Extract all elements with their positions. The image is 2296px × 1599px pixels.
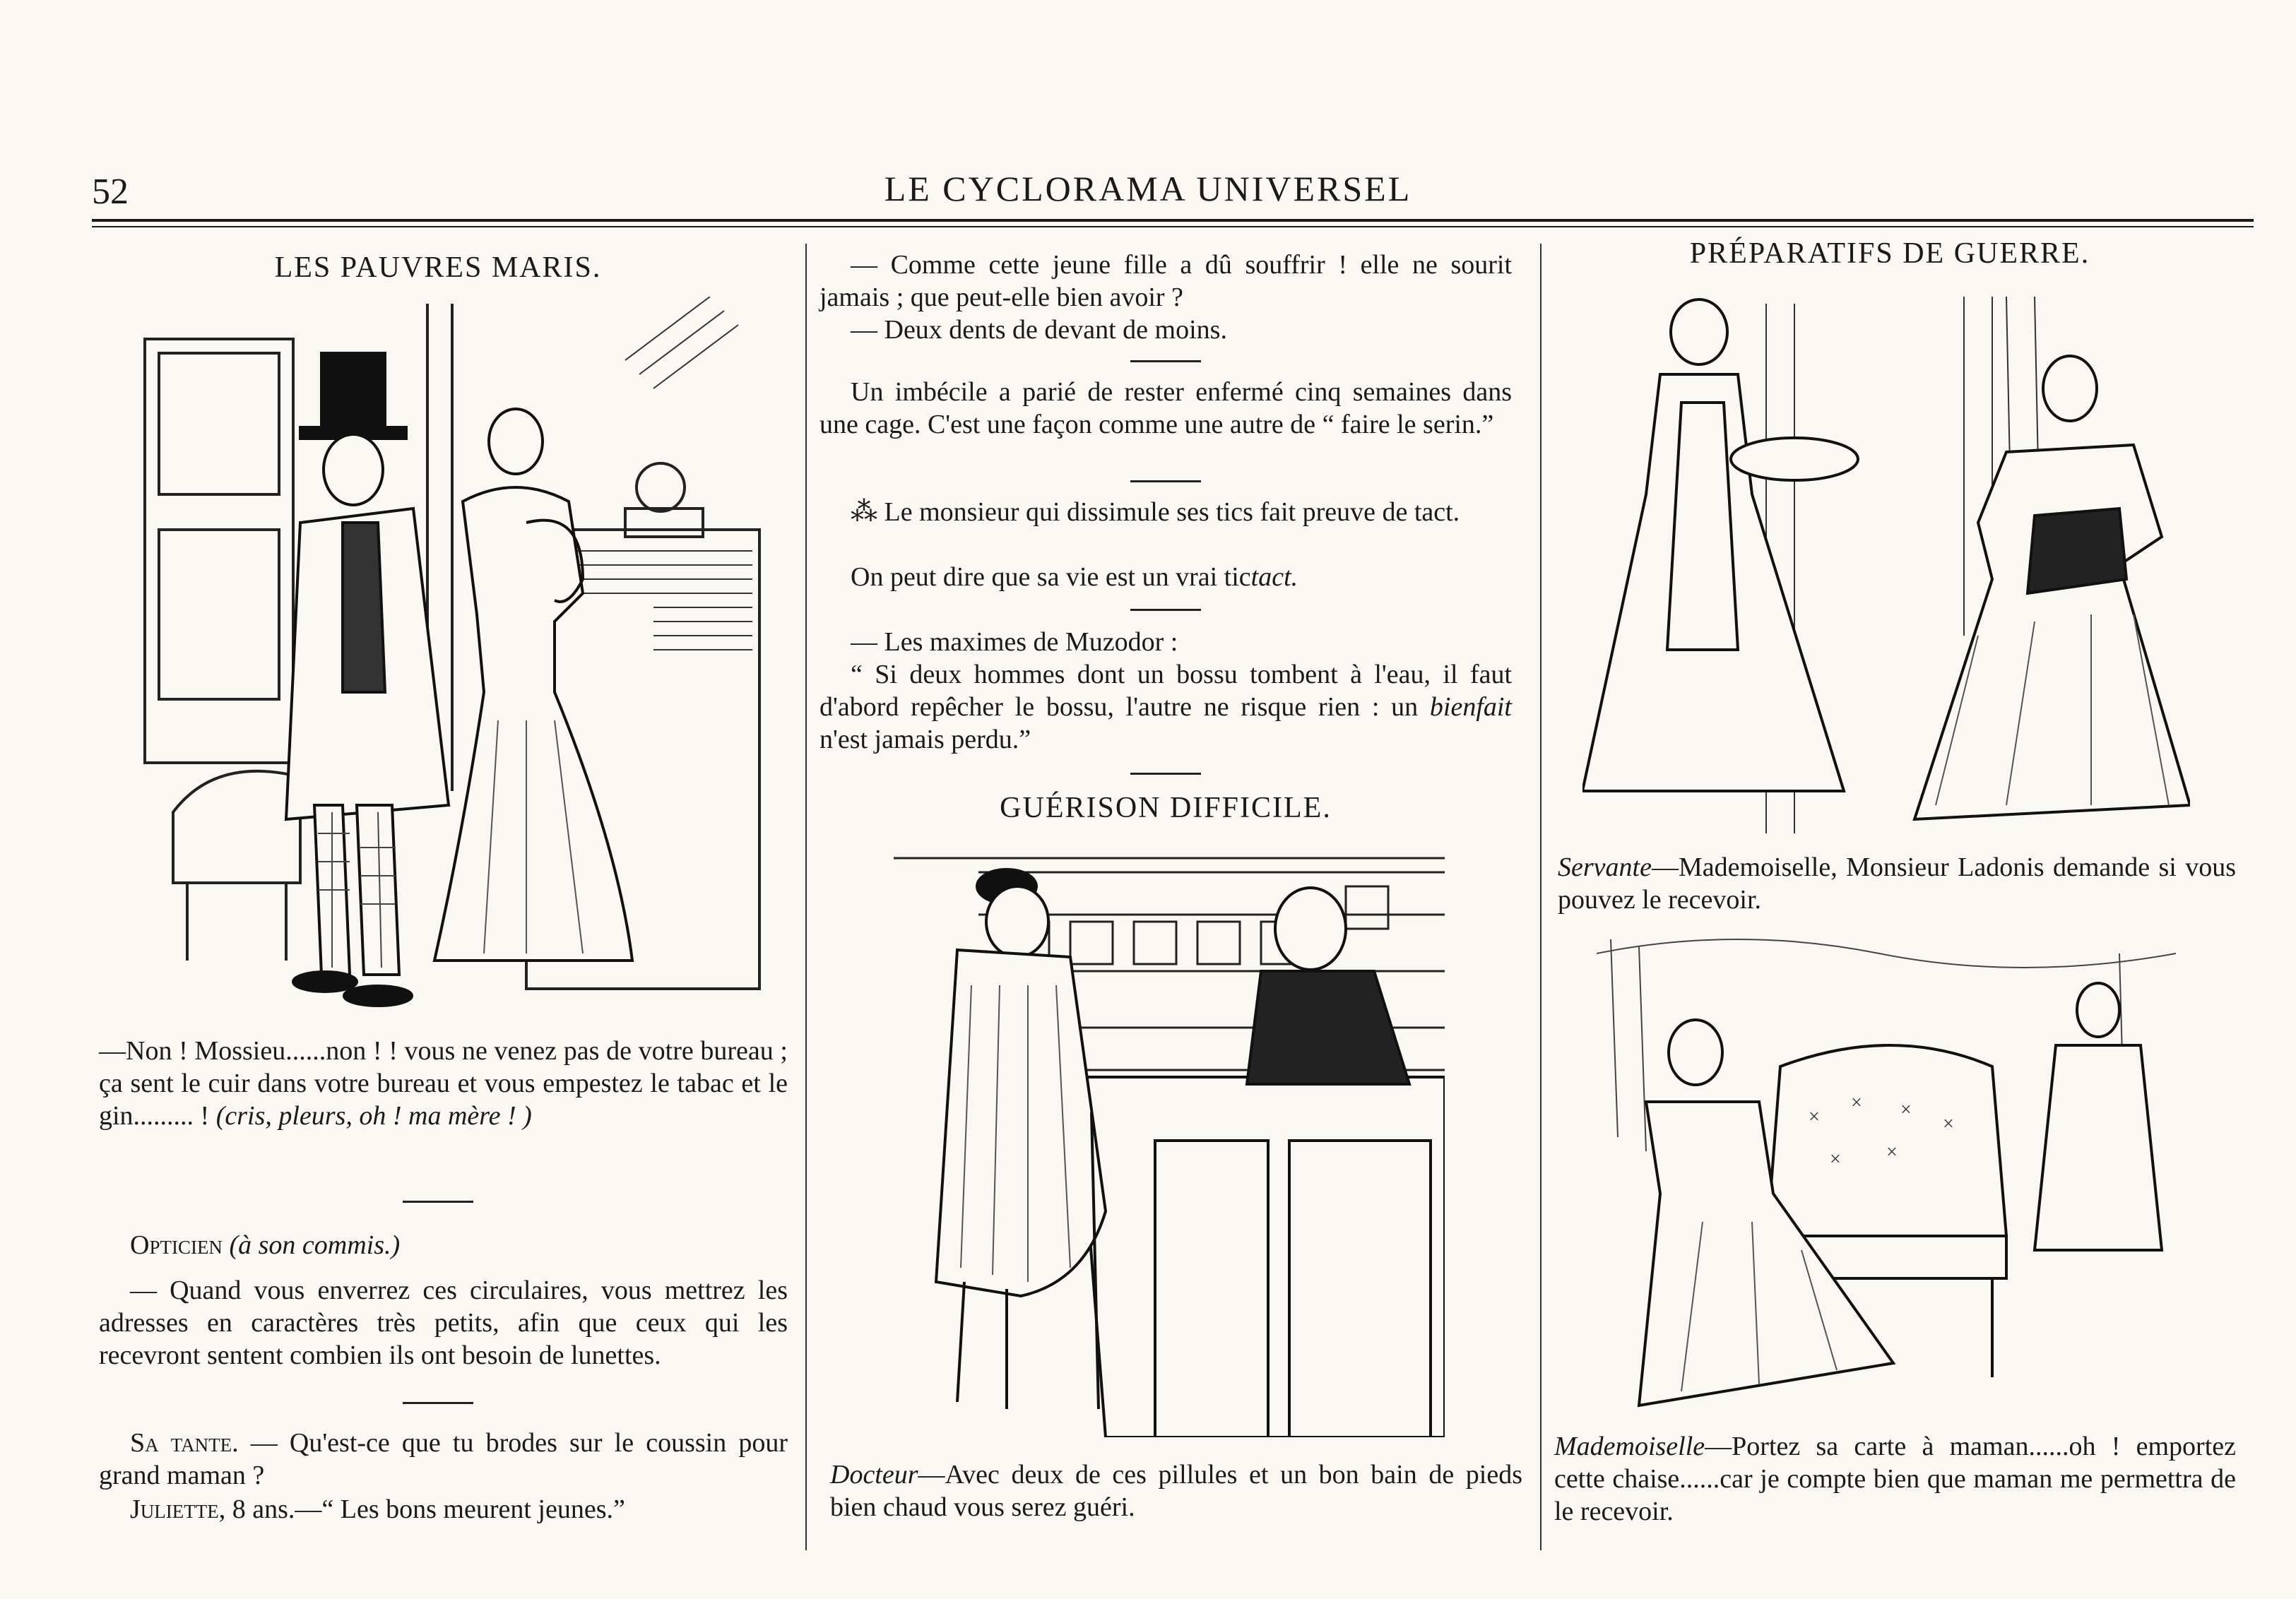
separator (403, 1201, 473, 1203)
caption-guerison-text: —Avec deux de ces pillules et un bon bain de pieds bien chaud vous serez guéri. (830, 1460, 1522, 1522)
joke-tics-text: Le monsieur qui dissimule ses tics fait preuve de tact. (877, 497, 1460, 527)
juliette-label: Juliette (130, 1494, 219, 1524)
maximes-text (819, 658, 1512, 756)
separator (403, 1402, 473, 1404)
caption-mademoiselle-speaker: Mademoiselle (1554, 1432, 1705, 1461)
heading-les-pauvres-maris: LES PAUVRES MARIS. (274, 251, 602, 284)
maximes-text-a: “ Si deux hommes dont un bossu tombent à l'eau, il faut d'abord repêcher le bossu, l'autre ne risque rien : un (819, 660, 1512, 722)
column-separator-1 (805, 244, 807, 1550)
juliette-reply (99, 1493, 788, 1526)
joke-tics-punchline-italic: tact. (1250, 562, 1298, 592)
svg-text:×: × (1830, 1148, 1841, 1170)
maximes-italic: bienfait (1429, 692, 1512, 722)
svg-text:×: × (1851, 1092, 1862, 1114)
tante-text: — Qu'est-ce que tu brodes sur le coussin pour grand maman ? (99, 1428, 788, 1490)
caption-guerison-speaker: Docteur (830, 1460, 918, 1490)
caption-pauvres-maris (99, 1035, 788, 1132)
maximes-text-end: n'est jamais perdu.” (819, 725, 1031, 754)
caption-mademoiselle-text: —Portez sa carte à maman......oh ! emportez cette chaise......car je compte bien que maman me permettra de le recevoir. (1554, 1432, 2236, 1526)
separator (1130, 480, 1201, 482)
separator (1130, 773, 1201, 775)
joke-jeune-fille-reply: — Deux dents de devant de moins. (851, 315, 1227, 345)
heading-guerison-difficile: GUÉRISON DIFFICILE. (1000, 792, 1332, 824)
opticien-aside: (à son commis.) (229, 1230, 401, 1260)
opticien-joke: — Quand vous enverrez ces circulaires, vous mettrez les adresses en caractères très petits, afin que ceux qui les recevront sentent combien ils ont besoin de lunettes. (99, 1276, 788, 1370)
illustration-pauvres-maris (131, 297, 767, 1024)
caption-guerison (830, 1458, 1522, 1523)
caption-servante-text: —Mademoiselle, Monsieur Ladonis demande si vous pouvez le recevoir. (1558, 852, 2236, 915)
running-title: LE CYCLORAMA UNIVERSEL (884, 169, 1412, 208)
svg-text:×: × (1809, 1106, 1820, 1128)
opticien-header (99, 1229, 788, 1261)
tante-joke (99, 1427, 788, 1492)
joke-tics (819, 496, 1512, 528)
column-separator-2 (1540, 244, 1541, 1550)
svg-text:×: × (1886, 1141, 1898, 1163)
svg-text:×: × (1943, 1113, 1954, 1135)
asterism: ⁂ (851, 497, 877, 527)
caption-pauvres-maris-text: —Non ! Mossieu......non ! ! vous ne venez pas de votre bureau ; ça sent le cuir dans votre bureau et vous empestez le tabac et le gin......... ! (99, 1036, 788, 1131)
joke-tics-punchline (819, 561, 1512, 593)
separator (1130, 609, 1201, 611)
joke-jeune-fille: — Comme cette jeune fille a dû souffrir ! elle ne sourit jamais ; que peut-elle bien avoir ? (819, 250, 1512, 312)
maximes-intro: — Les maximes de Muzodor : (851, 627, 1178, 657)
joke-imbecile: Un imbécile a parié de rester enfermé cinq semaines dans une cage. C'est une façon comme une autre de “ faire le serin.” (819, 377, 1512, 439)
illustration-servante (1582, 283, 2190, 840)
illustration-mademoiselle (1597, 925, 2176, 1434)
illustration-guerison (894, 844, 1445, 1437)
heading-preparatifs-de-guerre: PRÉPARATIFS DE GUERRE. (1689, 237, 2090, 270)
caption-pauvres-maris-italic: (cris, pleurs, oh ! ma mère ! ) (215, 1101, 532, 1131)
opticien-label: Opticien (130, 1230, 223, 1260)
caption-servante (1558, 851, 2236, 916)
caption-servante-speaker: Servante (1558, 852, 1652, 882)
joke-tics-punchline-text: On peut dire que sa vie est un vrai tic (851, 562, 1251, 592)
caption-mademoiselle (1554, 1430, 2236, 1528)
juliette-text: , 8 ans.—“ Les bons meurent jeunes.” (218, 1494, 625, 1524)
page-number: 52 (92, 172, 129, 212)
header-rule-thin (92, 226, 2254, 227)
separator (1130, 360, 1201, 362)
tante-label: Sa tante. (130, 1428, 239, 1458)
svg-text:×: × (1900, 1099, 1912, 1121)
header-rule (92, 219, 2254, 222)
